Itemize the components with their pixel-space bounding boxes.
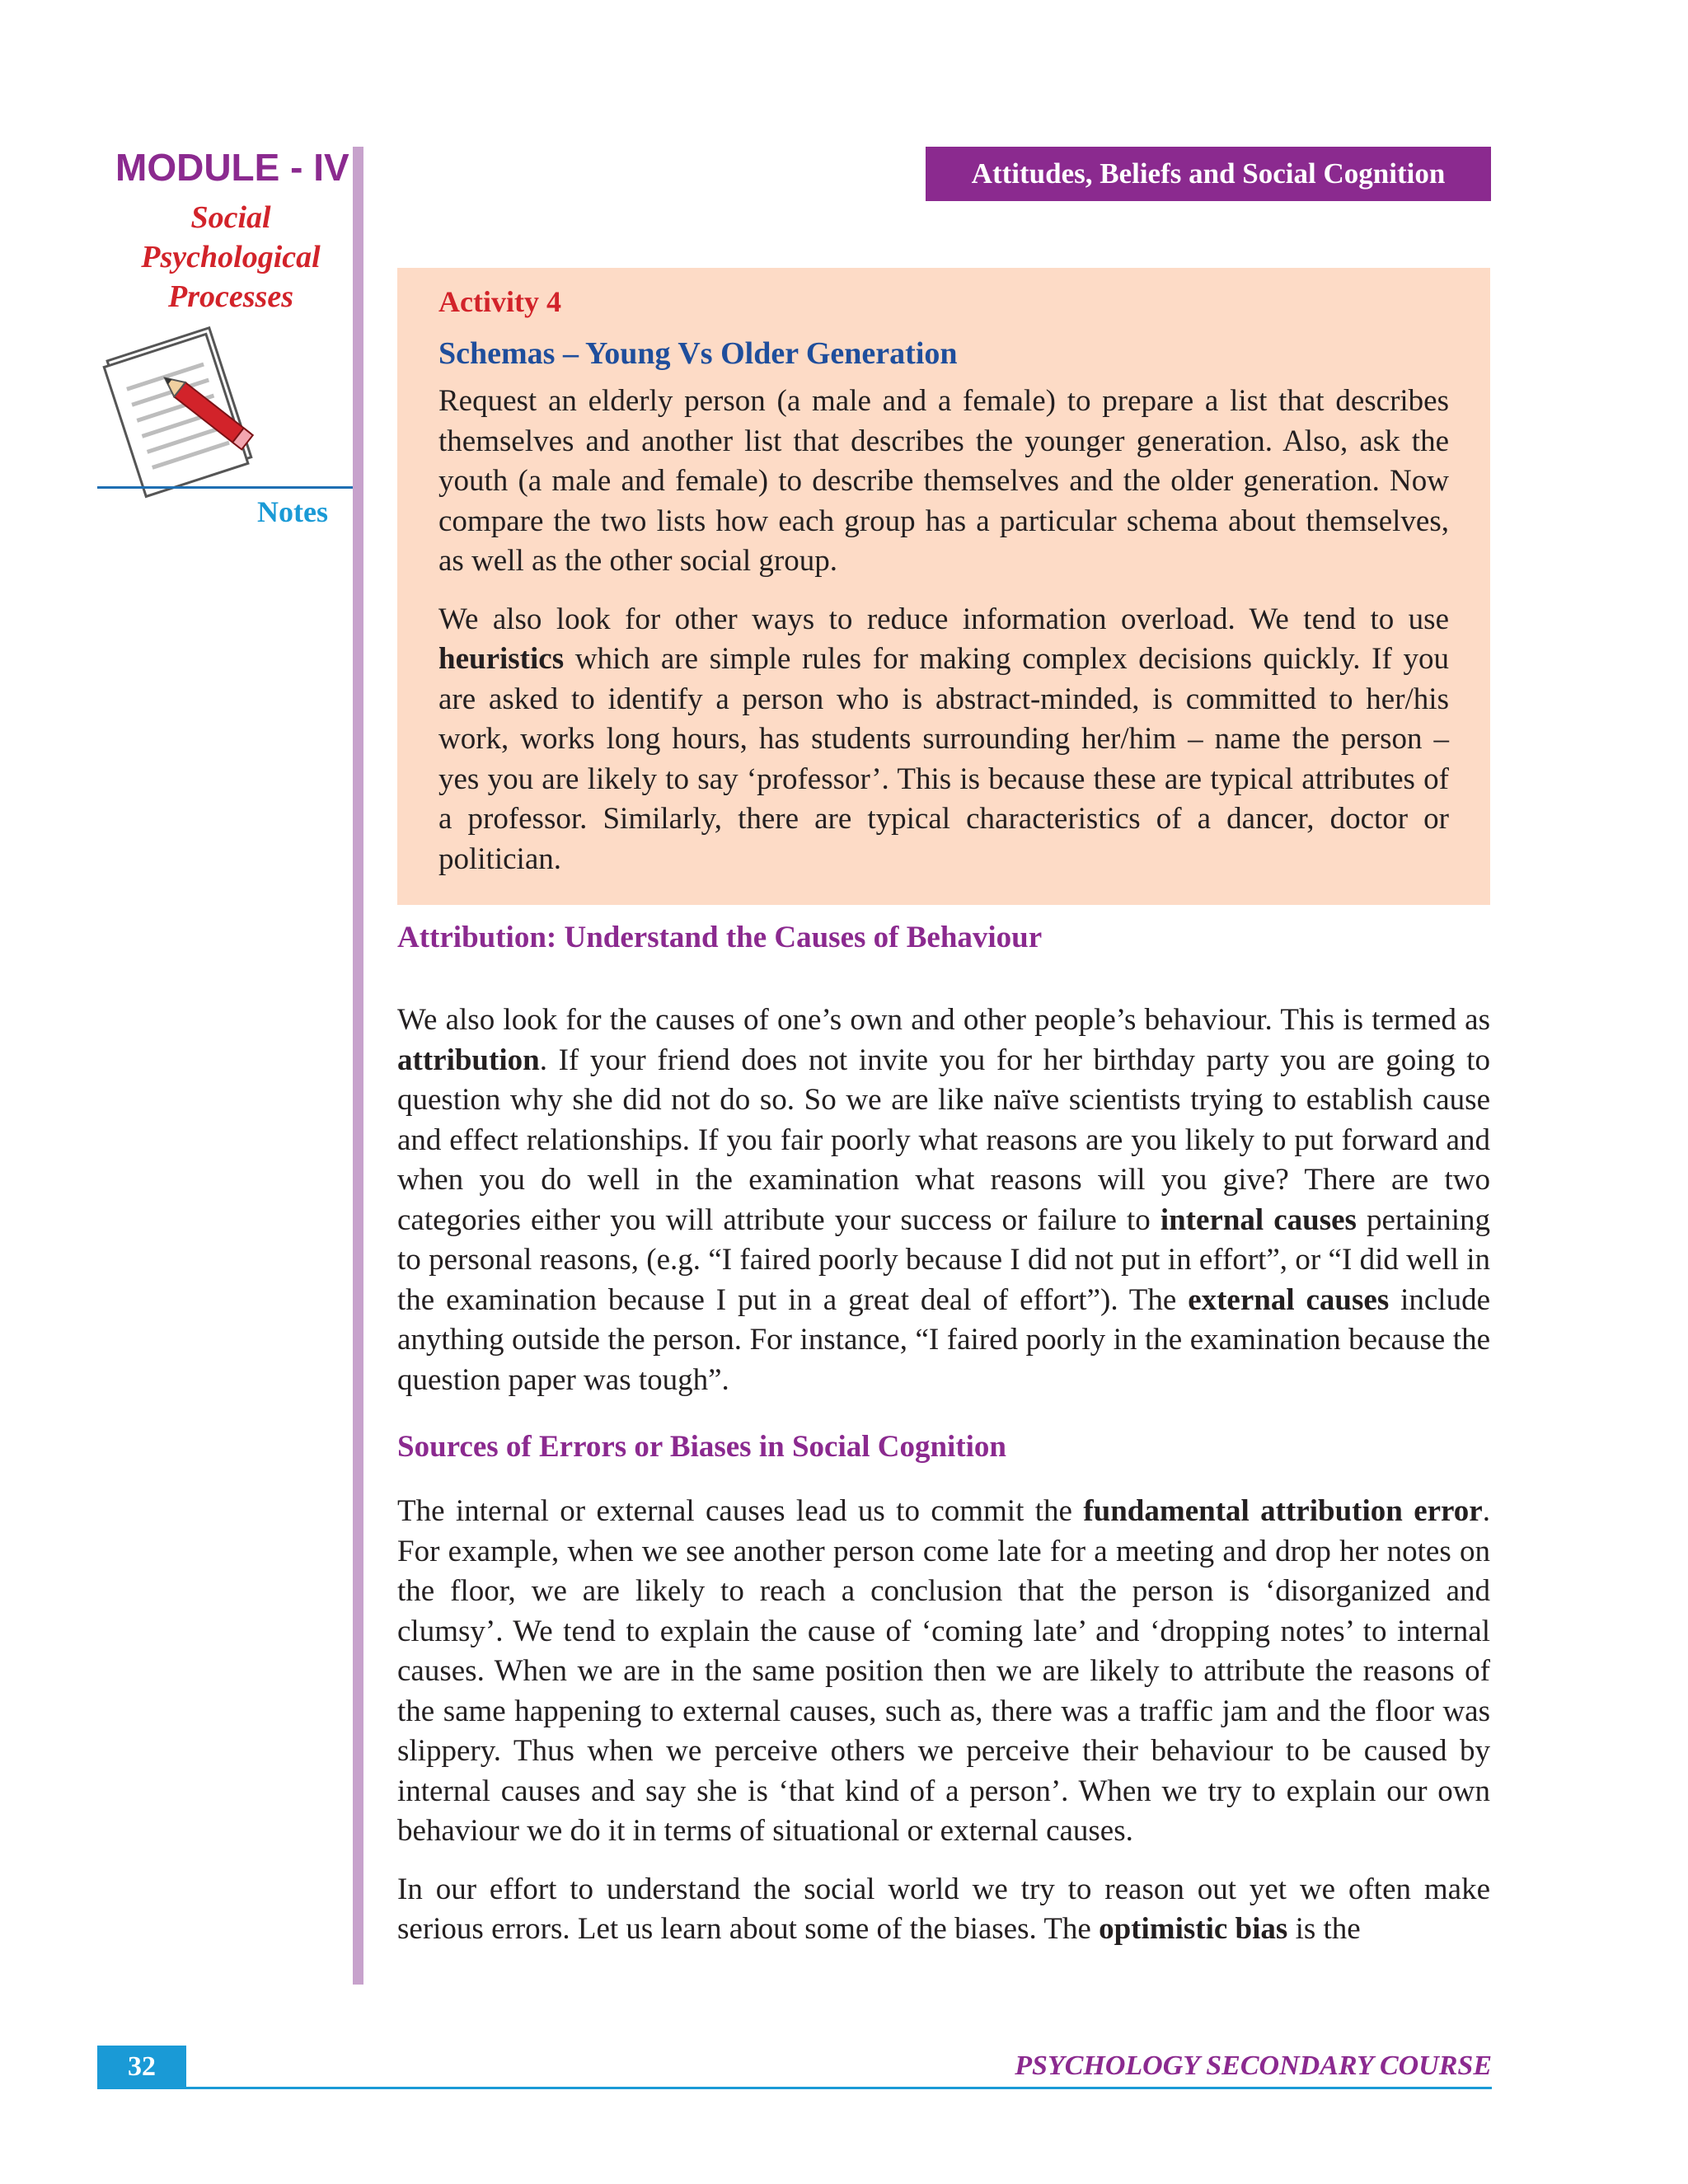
attribution-section xyxy=(397,918,1490,958)
heuristics-paragraph: We also look for other ways to reduce information overload. We tend to use heuristics which are simple rules for making complex decisions quickly. If you are asked to identify a person who is abstract-minded, is committed to her/his work, works long hours, has students surrounding her/him – name the person – yes you are likely to say ‘professor’. This is because these are typical attributes of a professor. Similarly, there are typical characteristics of a dancer, doctor or politician. xyxy=(438,602,1449,876)
term-internal-causes: internal causes xyxy=(1160,1202,1357,1237)
attribution-heading: Attribution: Understand the Causes of Behaviour xyxy=(397,921,1043,954)
attribution-paragraph: We also look for the causes of one’s own and other people’s behaviour. This is termed as attribution. If your friend does not invite you for her birthday party you are going to question why she did not do so. So we are like naïve scientists trying to establish cause and effect relationships. If you fair poorly what reasons are you likely to put forward and when you do well in the examination what reasons will you give? There are two categories either you will attribute your success or failure to internal causes pertaining to personal reasons, (e.g. “I faired poorly because I did not put in effort”, or “I did well in the examination because I put in a great deal of effort”). The external causes include anything outside the person. For instance, “I faired poorly in the examination because the question paper was tough”. xyxy=(397,1003,1491,1397)
term-heuristics: heuristics xyxy=(438,642,565,676)
chapter-header: Attitudes, Beliefs and Social Cognition xyxy=(926,147,1491,201)
term-optimistic-bias: optimistic bias xyxy=(1099,1912,1288,1946)
activity-heading: Schemas – Young Vs Older Generation xyxy=(438,336,958,371)
activity-paragraph: Request an elderly person (a male and a female) to prepare a list that describes themselves and another list that describes the younger generation. Also, ask the youth (a male and female) to describe themselves and the older generation. Now compare the two lists how each group has a particular schema about themselves, as well as the other social group. xyxy=(438,384,1449,578)
term-external-causes: external causes xyxy=(1188,1282,1390,1317)
optimistic-bias-paragraph: In our effort to understand the social world we try to reason out yet we often make serious errors. Let us learn about some of the biases. The optimistic bias is the xyxy=(397,1872,1490,1946)
biases-body xyxy=(397,1492,1490,1950)
sidebar-vertical-bar xyxy=(353,147,363,1985)
activity-box xyxy=(397,268,1490,905)
biases-section xyxy=(397,1427,1490,1467)
page-number: 32 xyxy=(97,2046,186,2088)
module-title: MODULE - IV xyxy=(115,146,349,189)
course-name: PSYCHOLOGY SECONDARY COURSE xyxy=(1015,2050,1492,2081)
term-attribution: attribution xyxy=(397,1043,540,1077)
module-subtitle-line: Psychological xyxy=(141,240,321,274)
notes-divider xyxy=(97,486,354,489)
term-fundamental-attribution-error: fundamental attribution error xyxy=(1083,1494,1483,1528)
module-subtitle-line: Processes xyxy=(168,279,293,314)
activity-title: Activity 4 xyxy=(438,285,561,318)
notes-label: Notes xyxy=(257,495,328,528)
footer-divider xyxy=(97,2087,1492,2089)
biases-paragraph: The internal or external causes lead us to commit the fundamental attribution error. For example, when we see another person come late for a meeting and drop her notes on the floor, we are likely to reach a conclusion that the person is ‘disorganized and clumsy’. We tend to explain the cause of ‘coming late’ and ‘dropping notes’ to internal causes. When we are in the same position then we are likely to attribute the reasons of the same happening to external causes, such as, there was a traffic jam and the floor was slippery. Thus when we perceive others we perceive their behaviour to be caused by internal causes and say she is ‘that kind of a person’. When we try to explain our own behaviour we do it in terms of situational or external causes. xyxy=(397,1494,1490,1848)
module-subtitle xyxy=(107,198,354,316)
attribution-body xyxy=(397,1001,1490,1400)
notepad-pencil-icon xyxy=(95,326,268,503)
biases-heading: Sources of Errors or Biases in Social Cognition xyxy=(397,1430,1007,1464)
module-subtitle-line: Social xyxy=(190,200,271,235)
